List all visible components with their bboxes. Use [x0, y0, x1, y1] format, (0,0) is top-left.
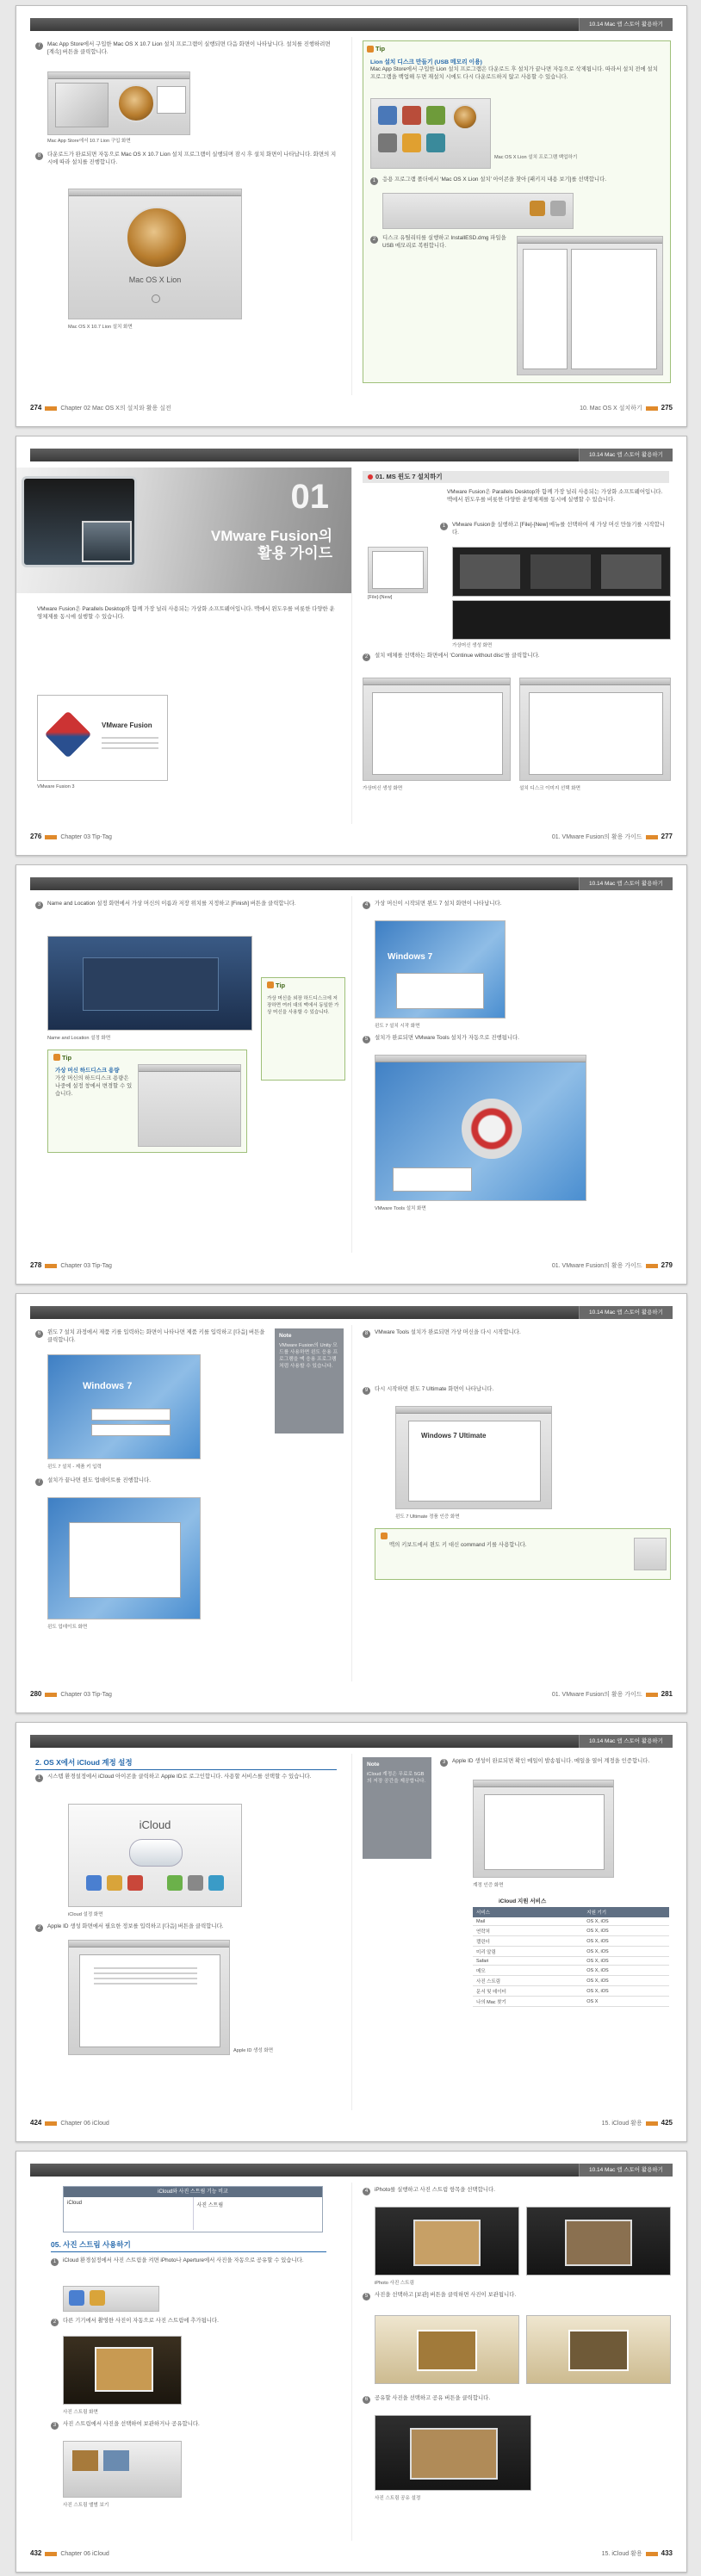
caption: VMware Fusion 3 — [37, 784, 75, 790]
screenshot-package — [382, 193, 574, 229]
apple-logo-icon — [34, 1736, 42, 1746]
step-number: 1 — [51, 2258, 59, 2266]
screenshot-win-update — [47, 1497, 201, 1619]
step-number: 3 — [35, 901, 43, 909]
section-tag: 10.14 Mac 앱 스토어 활용하기 — [579, 449, 673, 461]
step-number: 1 — [370, 177, 378, 185]
table-cell: 사진 스트림 — [196, 2203, 224, 2208]
table-row: Mail OS X, iOS — [473, 1917, 669, 1926]
tip-icon — [267, 981, 274, 988]
screenshot-verify — [473, 1780, 614, 1878]
page-number: 433 — [661, 2549, 673, 2557]
running-header — [30, 2164, 673, 2177]
compare-table — [63, 2186, 323, 2232]
caption: [File]-[New] — [368, 595, 393, 600]
vmware-logo-label: VMware Fusion — [102, 721, 152, 729]
screenshot-share — [375, 2415, 531, 2491]
step-text: 다운로드가 완료되면 자동으로 Mac OS X 10.7 Lion 설치 프로그램이 실행되며 잠시 후 설치 화면이 나타납니다. 화면의 지시에 따라 설치를 진행합니다. — [47, 152, 337, 165]
section-tag: 10.14 Mac 앱 스토어 활용하기 — [579, 1735, 673, 1748]
table-row: 미리 알림 OS X, iOS — [473, 1947, 669, 1957]
paragraph: VMware Fusion은 Parallels Desktop와 함께 가장 널리 사용되는 가상화 소프트웨어입니다. 맥에서 윈도우를 비롯한 다양한 운영체제를 동시에 실행할 수 있습니다. — [447, 489, 663, 503]
screenshot-name-location — [47, 936, 252, 1031]
apple-logo-icon — [34, 1307, 42, 1317]
services-table — [473, 1907, 669, 2007]
tip-label: Tip — [375, 45, 386, 53]
screenshot-vmware-tools — [375, 1055, 586, 1201]
caption: 윈도 7 Ultimate 정품 인증 화면 — [395, 1514, 460, 1520]
footer-text: 01. VMware Fusion의 활용 가이드 — [551, 1692, 642, 1698]
tip-label: Tip — [62, 1054, 72, 1062]
screenshot-app-icons — [370, 98, 491, 169]
step-number: 3 — [440, 1759, 448, 1767]
apple-logo-icon — [34, 2164, 42, 2175]
intro-text: VMware Fusion은 Parallels Desktop와 함께 가장 널리 사용되는 가상화 소프트웨어입니다. 맥에서 윈도우를 비롯한 다양한 운영체제를 동시에 실행할 수 있습니다. — [37, 606, 335, 620]
bullet-icon — [368, 474, 373, 480]
screenshot-file-menu — [368, 547, 428, 593]
page-number: 281 — [661, 1690, 673, 1698]
page-number: 279 — [661, 1261, 673, 1269]
step-text: Mac App Store에서 구입한 Mac OS X 10.7 Lion 설치 프로그램이 실행되면 다음 화면이 나타납니다. 설치를 진행하려면 [계속] 버튼을 클릭합니다. — [47, 41, 331, 55]
footer-text: Chapter 06 iCloud — [60, 2121, 109, 2127]
spread-1 — [16, 5, 687, 427]
footer-text: 10. Mac OS X 설치하기 — [580, 406, 642, 412]
screenshot-archive-2 — [526, 2315, 671, 2384]
step-text: 설치가 완료되면 VMware Tools 설치가 자동으로 진행됩니다. — [375, 1035, 519, 1041]
step-number: 6 — [363, 2396, 370, 2404]
step-text: Apple ID 생성이 완료되면 확인 메일이 발송됩니다. 메일을 열어 계정을 인증합니다. — [452, 1758, 650, 1764]
footer-text: 15. iCloud 활용 — [601, 2121, 642, 2127]
screenshot-photostream — [63, 2336, 182, 2405]
chapter-title: VMware Fusion의 활용 가이드 — [210, 528, 332, 561]
caption: 사진 스트림 화면 — [63, 2410, 98, 2415]
tip-title: 가상 머신 하드디스크 용량 — [55, 1068, 120, 1074]
screenshot-app-store — [47, 71, 190, 135]
footer-text: Chapter 03 Tip-Tag — [60, 1263, 112, 1269]
screenshot-iphoto — [375, 2207, 519, 2276]
step-number: 5 — [363, 1036, 370, 1043]
tip-step: 응용 프로그램 폴더에서 ‘Mac OS X Lion 설치’ 아이콘을 찾아 [패키지 내용 보기]를 선택합니다. — [382, 176, 607, 183]
footer-text: Chapter 03 Tip-Tag — [60, 1692, 112, 1698]
table-header: 서비스 — [473, 1907, 583, 1917]
apple-logo-icon — [34, 878, 42, 889]
tip-title: Lion 설치 디스크 만들기 (USB 메모리 이용) — [370, 59, 482, 65]
footer — [30, 404, 673, 416]
windows-label: Windows 7 — [388, 952, 433, 962]
spread-5 — [16, 1722, 687, 2142]
footer-text: 15. iCloud 활용 — [601, 2551, 642, 2557]
section-tag: 10.14 Mac 앱 스토어 활용하기 — [579, 1306, 673, 1319]
page-number: 275 — [661, 404, 673, 412]
imac-image — [82, 521, 132, 562]
table-row: 나의 Mac 찾기 OS X — [473, 1997, 669, 2007]
step-number: 9 — [363, 1387, 370, 1395]
section-tag: 10.14 Mac 앱 스토어 활용하기 — [579, 18, 673, 31]
caption: Mac App Store에서 10.7 Lion 구입 화면 — [47, 139, 131, 144]
section-tag: 10.14 Mac 앱 스토어 활용하기 — [579, 877, 673, 890]
tip-text: Mac App Store에서 구입한 Lion 설치 프로그램은 다운로드 후 설치가 끝나면 자동으로 삭제됩니다. 따라서 설치 전에 설치 프로그램을 백업해 두면 재설치 시에도 다시 다운로드하지 않고 사용할 수 있습니다. — [370, 66, 658, 80]
running-header — [30, 1735, 673, 1748]
screenshot-disk-utility — [517, 236, 663, 375]
apple-logo-icon — [34, 449, 42, 460]
step-number: 3 — [51, 2422, 59, 2430]
step-text: VMware Tools 설치가 완료되면 가상 머신을 다시 시작합니다. — [375, 1329, 521, 1335]
note-box: Note VMware Fusion의 Unity 모드를 사용하면 윈도 응용 프로그램을 맥 응용 프로그램처럼 사용할 수 있습니다. — [275, 1328, 344, 1434]
footer-text: Chapter 06 iCloud — [60, 2551, 109, 2557]
step-number: 6 — [35, 1330, 43, 1338]
screenshot-icloud — [68, 1804, 242, 1907]
screenshot-disc-select — [519, 678, 671, 781]
windows-label: Windows 7 — [83, 1381, 133, 1391]
table-title: iCloud 지원 서비스 — [499, 1898, 547, 1904]
page-number: 424 — [30, 2119, 42, 2127]
caption: 가상머신 생성 화면 — [363, 786, 403, 791]
section-title: 05. 사진 스트림 사용하기 — [51, 2239, 326, 2252]
lion-icon — [117, 84, 155, 122]
step-number: 4 — [363, 2188, 370, 2195]
step-number: 2 — [363, 653, 370, 661]
tip-box — [47, 1050, 247, 1153]
running-header — [30, 877, 673, 890]
apple-logo-icon — [34, 19, 42, 29]
footer — [30, 2549, 673, 2561]
footer — [30, 1690, 673, 1702]
step-number: 2 — [51, 2319, 59, 2326]
chapter-hero — [16, 468, 351, 593]
chapter-number: 01 — [290, 478, 329, 516]
step-text: 시스템 환경설정에서 iCloud 아이콘을 클릭하고 Apple ID로 로그인합니다. 사용할 서비스를 선택할 수 있습니다. — [47, 1774, 312, 1780]
table-title: iCloud와 사진 스트림 기능 비교 — [64, 2187, 322, 2197]
icloud-label: iCloud — [139, 1818, 171, 1831]
step-text: 사진 스트림에서 사진을 선택하여 보관하거나 공유합니다. — [63, 2421, 200, 2427]
tip-text: 맥의 키보드에서 윈도 키 대신 command 키를 사용합니다. — [389, 1542, 527, 1548]
tip-box — [363, 40, 671, 383]
step-number: 8 — [35, 152, 43, 160]
windows-ultimate-label: Windows 7 Ultimate — [421, 1432, 487, 1440]
caption: 윈도 7 설치 시작 화면 — [375, 1024, 420, 1029]
step-number: 8 — [363, 1330, 370, 1338]
caption: 윈도 업데이트 화면 — [47, 1625, 88, 1630]
screenshot-vm-list — [452, 547, 671, 597]
section-title: 2. OS X에서 iCloud 계정 설정 — [35, 1757, 337, 1770]
step-number: 7 — [35, 42, 43, 50]
caption: 사진 스트림 앨범 보기 — [63, 2503, 109, 2508]
tip-icon — [367, 46, 374, 53]
step-text: iCloud 환경설정에서 사진 스트림을 켜면 iPhoto나 Aperture에서 사진을 자동으로 공유할 수 있습니다. — [63, 2257, 304, 2263]
footer — [30, 833, 673, 845]
spread-2 — [16, 436, 687, 856]
screenshot-install-wizard — [363, 678, 511, 781]
running-header — [30, 449, 673, 461]
table-row: 사진 스트림 OS X, iOS — [473, 1976, 669, 1986]
step-text: 공유할 사진을 선택하고 공유 버튼을 클릭합니다. — [375, 2395, 491, 2401]
step-number: 1 — [440, 523, 448, 530]
spread-6 — [16, 2151, 687, 2573]
screenshot-iphoto-2 — [526, 2207, 671, 2276]
table-row: 캘린더 OS X, iOS — [473, 1936, 669, 1947]
footer-text: Chapter 03 Tip-Tag — [60, 834, 112, 840]
tip-icon — [53, 1054, 60, 1061]
page-number: 276 — [30, 833, 42, 840]
table-row: 연락처 OS X, iOS — [473, 1926, 669, 1936]
step-number: 2 — [35, 1924, 43, 1932]
footer-text: 01. VMware Fusion의 활용 가이드 — [551, 1263, 642, 1269]
screenshot-archive — [375, 2315, 519, 2384]
screenshot-settings — [138, 1064, 241, 1147]
table-header: 지원 기기 — [583, 1907, 669, 1917]
page-number: 425 — [661, 2119, 673, 2127]
caption: Mac OS X 10.7 Lion 설치 화면 — [68, 325, 133, 330]
caption: iCloud 설정 화면 — [68, 1912, 103, 1917]
step-text: Apple ID 생성 화면에서 필요한 정보를 입력하고 [다음] 버튼을 클릭합니다. — [47, 1923, 224, 1929]
lion-label: Mac OS X Lion — [128, 276, 182, 284]
section-title: 01. MS 윈도 7 설치하기 — [363, 471, 669, 483]
step-text: 설치가 끝나면 윈도 업데이트를 진행합니다. — [47, 1477, 151, 1483]
footer — [30, 2119, 673, 2131]
screenshot-vm-thumbs — [452, 600, 671, 640]
screenshot-photostream-prefs — [63, 2286, 159, 2312]
page-number: 432 — [30, 2549, 42, 2557]
step-text: 가상 머신이 시작되면 윈도 7 설치 화면이 나타납니다. — [375, 901, 502, 907]
step-text: 윈도 7 설치 과정에서 제품 키를 입력하는 화면이 나타나면 제품 키를 입력하고 [다음] 버튼을 클릭합니다. — [47, 1329, 265, 1343]
running-header — [30, 18, 673, 31]
caption: iPhoto 사진 스트림 — [375, 2281, 414, 2286]
page-number: 277 — [661, 833, 673, 840]
screenshot-apple-id — [68, 1940, 230, 2055]
screenshot-lion-installer — [68, 189, 242, 319]
step-text: iPhoto를 실행하고 사진 스트림 항목을 선택합니다. — [375, 2187, 495, 2193]
screenshot-win7-ultimate — [395, 1406, 552, 1509]
note-box: Note iCloud 계정은 무료로 5GB의 저장 공간을 제공합니다. — [363, 1757, 431, 1859]
step-text: 다른 기기에서 촬영한 사진이 자동으로 사진 스트림에 추가됩니다. — [63, 2318, 219, 2324]
vmware-logo-shot — [37, 695, 168, 781]
caption: Name and Location 설정 화면 — [47, 1036, 111, 1041]
step-text: 설치 매체를 선택하는 화면에서 ‘Continue without disc’를 클릭합니다. — [375, 653, 540, 659]
tip-icon — [381, 1533, 388, 1539]
tip-text: 가상 머신을 외장 하드디스크에 저장하면 여러 대의 맥에서 동일한 가상 머신을 사용할 수 있습니다. — [267, 996, 339, 1015]
step-number: 5 — [363, 2293, 370, 2300]
caption: 윈도 7 설치 - 제품 키 입력 — [47, 1464, 102, 1470]
page-number: 280 — [30, 1690, 42, 1698]
table-cell: iCloud — [64, 2197, 194, 2230]
section-tag: 10.14 Mac 앱 스토어 활용하기 — [579, 2164, 673, 2177]
table-row: Safari OS X, iOS — [473, 1957, 669, 1966]
caption: 계정 인증 화면 — [473, 1883, 504, 1888]
step-text: VMware Fusion을 실행하고 [File]-[New] 메뉴를 선택하여 새 가상 머신 만들기를 시작합니다. — [452, 522, 666, 536]
screenshot-photostream-album — [63, 2441, 182, 2498]
tip-box — [375, 1528, 671, 1580]
step-number: 7 — [35, 1478, 43, 1486]
caption: 설치 디스크 이미지 선택 화면 — [519, 786, 581, 791]
step-number: 4 — [363, 901, 370, 909]
step-text: 사진을 선택하고 [보관] 버튼을 클릭하면 사진이 보관됩니다. — [375, 2292, 517, 2298]
screenshot-win7-setup — [375, 920, 506, 1019]
spread-3 — [16, 864, 687, 1285]
tip-step: 디스크 유틸리티를 실행하고 InstallESD.dmg 파일을 USB 메모리로 복원합니다. — [382, 235, 506, 249]
table-row: 메모 OS X, iOS — [473, 1966, 669, 1976]
screenshot-win7-key — [47, 1354, 201, 1459]
step-number: 2 — [370, 236, 378, 244]
step-number: 1 — [35, 1774, 43, 1782]
step-text: 다시 시작하면 윈도 7 Ultimate 화면이 나타납니다. — [375, 1386, 494, 1392]
footer-text: Chapter 02 Mac OS X의 설치와 활용 실전 — [60, 406, 171, 412]
tip-side — [261, 977, 345, 1081]
caption: 가상머신 생성 화면 — [452, 643, 493, 648]
footer — [30, 1261, 673, 1273]
caption: VMware Tools 설치 화면 — [375, 1206, 426, 1211]
tip-text: 가상 머신의 하드디스크 용량은 나중에 설정 창에서 변경할 수 있습니다. — [55, 1075, 133, 1097]
running-header — [30, 1306, 673, 1319]
caption: Mac OS X Lion 설치 프로그램 백업하기 — [494, 155, 578, 160]
page-number: 274 — [30, 404, 42, 412]
step-text: Name and Location 설정 화면에서 가상 머신의 이름과 저장 위치를 지정하고 [Finish] 버튼을 클릭합니다. — [47, 901, 296, 907]
footer-text: 01. VMware Fusion의 활용 가이드 — [551, 834, 642, 840]
caption: 사진 스트림 공유 설정 — [375, 2496, 421, 2501]
caption: Apple ID 생성 화면 — [233, 2048, 274, 2053]
table-row: 문서 및 데이터 OS X, iOS — [473, 1986, 669, 1997]
lion-icon — [126, 207, 188, 269]
page-number: 278 — [30, 1261, 42, 1269]
tip-label: Tip — [276, 981, 286, 989]
spread-4 — [16, 1293, 687, 1713]
